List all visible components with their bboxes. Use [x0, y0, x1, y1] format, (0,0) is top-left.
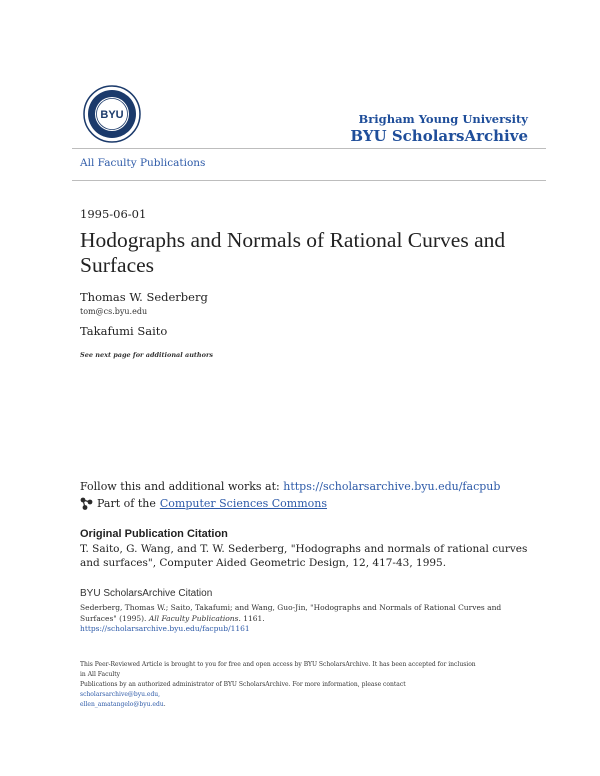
follow-label: Follow this and additional works at:	[80, 480, 284, 493]
footer-line-2: Publications by an authorized administrator of BYU ScholarsArchive. For more information, please contact	[80, 681, 406, 688]
archive-name[interactable]: BYU ScholarsArchive	[350, 127, 528, 145]
divider-top	[72, 148, 546, 149]
access-footer-note	[80, 660, 480, 710]
footer-period: .	[163, 701, 166, 708]
part-of-line	[80, 497, 327, 510]
commons-network-icon	[80, 497, 93, 510]
publication-date: 1995-06-01	[80, 207, 147, 221]
author-email: tom@cs.byu.edu	[80, 307, 148, 316]
breadcrumb-collection[interactable]: All Faculty Publications	[80, 157, 206, 169]
scholarsarchive-citation-heading: BYU ScholarsArchive Citation	[80, 588, 213, 599]
byu-seal-logo	[83, 85, 141, 143]
citation-url-link[interactable]: https://scholarsarchive.byu.edu/facpub/1161	[80, 624, 250, 633]
follow-link[interactable]: https://scholarsarchive.byu.edu/facpub	[283, 480, 501, 493]
follow-line	[80, 480, 500, 493]
contact-email-link-2[interactable]: ellen_amatangelo@byu.edu	[80, 701, 164, 708]
original-citation-heading: Original Publication Citation	[80, 528, 228, 540]
computer-sciences-commons-link[interactable]: Computer Sciences Commons	[159, 497, 328, 510]
university-header	[350, 112, 528, 145]
see-next-page-note: See next page for additional authors	[80, 351, 214, 359]
original-citation-text: T. Saito, G. Wang, and T. W. Sederberg, "Hodographs and normals of rational curves and surfaces", Computer Aided Geometric Design, 12, 417-43, 1995.	[80, 543, 528, 569]
seal-text: BYU	[100, 109, 124, 121]
scholarsarchive-citation-text	[80, 603, 520, 635]
citation-suffix: . 1161.	[238, 613, 265, 623]
contact-email-link[interactable]: scholarsarchive@byu.edu,	[80, 691, 161, 698]
article-title: Hodographs and Normals of Rational Curves and Surfaces	[80, 228, 506, 277]
author-name: Thomas W. Sederberg	[80, 290, 208, 304]
author-name: Takafumi Saito	[80, 324, 168, 338]
citation-journal: All Faculty Publications	[148, 613, 239, 623]
part-of-label: Part of the	[97, 497, 156, 510]
divider-bottom	[72, 180, 546, 181]
university-name[interactable]: Brigham Young University	[358, 112, 528, 126]
citation-prefix: Sederberg, Thomas W.; Saito, Takafumi; and Wang, Guo-Jin, "Hodographs and Normals of Rational Curves and Surfaces" (1995).	[80, 603, 502, 623]
footer-line-1: This Peer-Reviewed Article is brought to you for free and open access by BYU ScholarsArchive. It has been accepted for inclusion in All Faculty	[80, 661, 476, 678]
